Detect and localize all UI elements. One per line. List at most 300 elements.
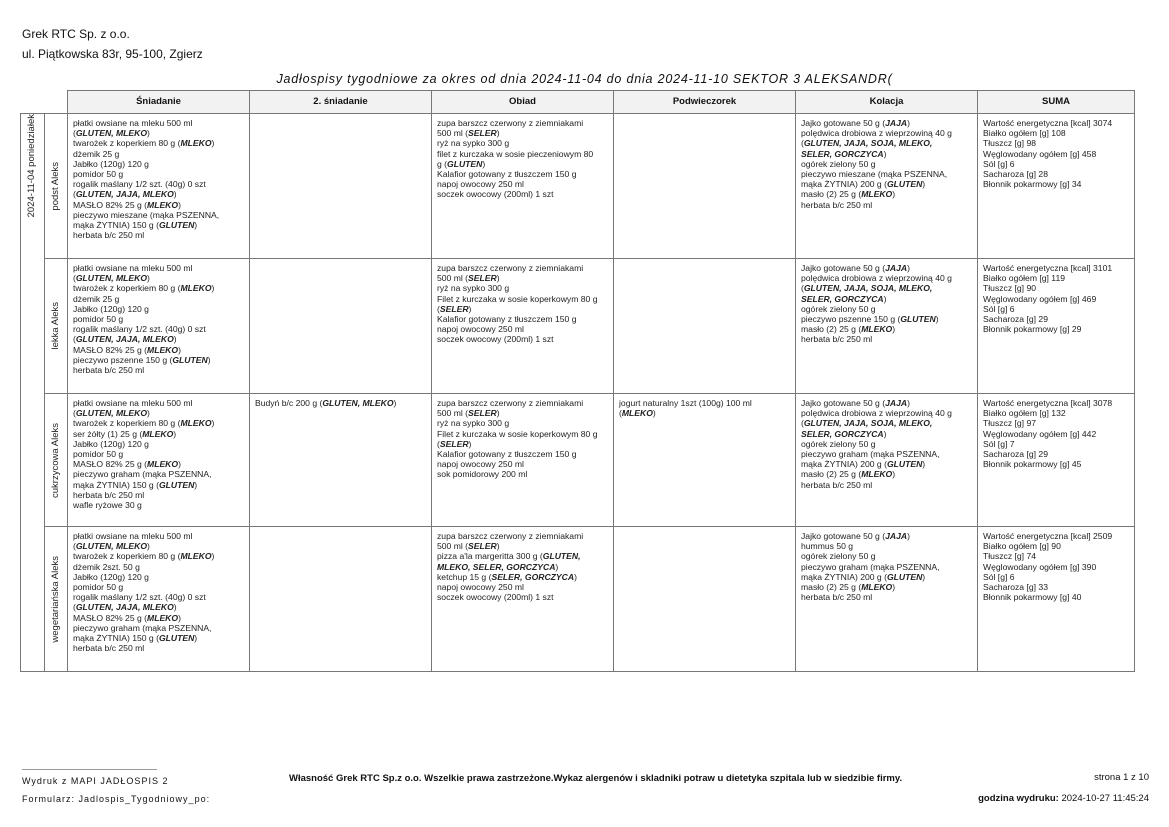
dish-text: Sól [g] 6 (983, 571, 1015, 582)
menu-line (801, 283, 973, 293)
dish-text-end: ) (922, 459, 926, 470)
dish-text-end: ) (194, 479, 198, 490)
menu-line (983, 149, 1130, 159)
menu-line (983, 459, 1130, 469)
dish-text: Filet z kurczaka w sosie koperkowym 80 g (437, 293, 598, 304)
dish-text-end: ) (892, 189, 896, 200)
menu-line (983, 572, 1130, 582)
menu-line (73, 345, 245, 355)
dish-text: ( (437, 303, 440, 314)
col-header-podwieczorek: Podwieczorek (614, 91, 796, 114)
menu-line (983, 439, 1130, 449)
diet-label: cukrzycowa Aleks (49, 422, 61, 498)
dish-text: Wartość energetyczna [kcal] 3101 (983, 263, 1113, 273)
dish-text: herbata b/c 250 ml (73, 230, 145, 241)
dish-text: mąka ŻYTNIA) 200 g ( (801, 179, 887, 190)
menu-line (619, 408, 791, 418)
dish-text-end: ) (211, 283, 215, 294)
dish-text-end: ) (147, 128, 150, 139)
dish-text-end: ) (496, 408, 500, 419)
menu-line (437, 159, 609, 169)
dish-text: napoj owocowy 250 ml (437, 459, 524, 470)
allergens: SELER (468, 541, 497, 552)
menu-line (983, 263, 1130, 273)
diet-cell (45, 259, 68, 394)
dish-text: Błonnik pokarmowy [g] 29 (983, 324, 1082, 335)
menu-line (437, 398, 609, 408)
menu-line (73, 138, 245, 148)
dish-text: herbata b/c 250 ml (73, 489, 145, 500)
allergens: GLUTEN, JAJA, MLEKO (75, 189, 174, 200)
cell-obiad (432, 394, 614, 527)
menu-line (73, 623, 245, 633)
dish-text-end: ) (207, 354, 211, 365)
dish-text: pieczywo mieszane (mąka PSZENNA, (801, 169, 948, 180)
dish-text: ogórek zielony 50 g (801, 551, 876, 562)
allergens: MLEKO (861, 469, 893, 480)
dish-text: Węglowodany ogółem [g] 390 (983, 561, 1097, 572)
allergens: GLUTEN, MLEKO (75, 408, 148, 419)
dish-text-end: ) (883, 428, 887, 439)
menu-line (801, 562, 973, 572)
dish-text: jogurt naturalny 1szt (100g) 100 ml (619, 398, 752, 408)
allergens: MLEKO (180, 551, 212, 562)
allergens: GLUTEN, JAJA, MLEKO (75, 334, 174, 345)
dish-text: sok pomidorowy 200 ml (437, 469, 528, 480)
menu-line (983, 128, 1130, 138)
cell-suma (978, 394, 1135, 527)
footer-rule (22, 769, 157, 770)
menu-line (801, 294, 973, 304)
dish-text: Jabłko (120g) 120 g (73, 303, 149, 314)
dish-text: Filet z kurczaka w sosie koperkowym 80 g (437, 428, 598, 439)
allergens: SELER, GORCZYCA (801, 293, 884, 304)
menu-line (437, 128, 609, 138)
menu-line (73, 562, 245, 572)
dish-text: wafle ryżowe 30 g (73, 500, 142, 511)
menu-line (73, 210, 245, 220)
menu-line (437, 469, 609, 479)
menu-line (73, 355, 245, 365)
menu-line (801, 169, 973, 179)
header-blank (21, 91, 45, 114)
dish-text: ( (801, 138, 804, 149)
dish-text: g ( (437, 158, 448, 169)
dish-text-end: ) (178, 199, 181, 210)
dish-text-end: ) (482, 158, 486, 169)
dish-text-end: ) (883, 148, 887, 159)
menu-line (801, 408, 973, 418)
menu-line (801, 118, 973, 128)
page-number: strona 1 z 10 (1094, 772, 1149, 783)
menu-line (801, 480, 973, 490)
menu-line (73, 613, 245, 623)
dish-text: herbata b/c 250 ml (801, 334, 873, 345)
dish-text: płatki owsiane na mleku 500 ml (73, 118, 193, 128)
dish-text: Błonnik pokarmowy [g] 40 (983, 592, 1082, 603)
cell-suma (978, 259, 1135, 394)
dish-text: dżemik 2szt. 50 g (73, 561, 140, 572)
dish-text: pieczywo pszenne 150 g ( (73, 354, 173, 365)
menu-line (801, 334, 973, 344)
dish-text: soczek owocowy (200ml) 1 szt (437, 189, 554, 200)
dish-text: polędwica drobiowa z wieprzowiną 40 g (801, 273, 952, 284)
dish-text: płatki owsiane na mleku 500 ml (73, 531, 193, 541)
dish-text: Kalafior gotowany z tłuszczem 150 g (437, 314, 577, 325)
dish-text: ogórek zielony 50 g (801, 438, 876, 449)
dish-text: Jajko gotowane 50 g ( (801, 531, 886, 541)
dish-text: pomidor 50 g (73, 449, 124, 460)
dish-text: herbata b/c 250 ml (801, 592, 873, 603)
menu-line (437, 304, 609, 314)
menu-line (801, 592, 973, 602)
menu-line (437, 138, 609, 148)
dish-text: pizza a'la margeritta 300 g ( (437, 551, 543, 562)
menu-line (437, 314, 609, 324)
col-header-sniadanie: Śniadanie (68, 91, 250, 114)
dish-text: twarożek z koperkiem 80 g ( (73, 418, 181, 429)
menu-line (983, 592, 1130, 602)
allergens: JAJA (885, 531, 908, 541)
menu-line (437, 582, 609, 592)
dish-text: Jajko gotowane 50 g ( (801, 263, 886, 273)
menu-line (801, 439, 973, 449)
dish-text-end: ) (892, 582, 896, 593)
dish-text: twarożek z koperkiem 80 g ( (73, 138, 181, 149)
dish-text-end: ) (574, 571, 577, 582)
cell-sniadanie (68, 259, 250, 394)
cell-kolacja (796, 394, 978, 527)
dish-text: 500 ml ( (437, 541, 469, 552)
menu-line (437, 273, 609, 283)
cell-2-sniadanie (250, 114, 432, 259)
menu-line (801, 273, 973, 283)
dish-text-end: ) (907, 263, 910, 273)
cell-suma (978, 114, 1135, 259)
col-header-kolacja: Kolacja (796, 91, 978, 114)
menu-row (21, 259, 1135, 394)
dish-text: mąka ŻYTNIA) 200 g ( (801, 459, 887, 470)
dish-text-end: ) (173, 602, 177, 613)
menu-line (801, 159, 973, 169)
allergens: JAJA (885, 118, 908, 128)
menu-line (73, 179, 245, 189)
dish-text: masło (2) 25 g ( (801, 324, 862, 335)
dish-text-end: ) (922, 179, 926, 190)
dish-text: Jabłko (120g) 120 g (73, 571, 149, 582)
menu-line (73, 200, 245, 210)
company-address: ul. Piątkowska 83r, 95-100, Zgierz (22, 47, 203, 61)
menu-line (437, 541, 609, 551)
dish-text: ( (73, 273, 76, 284)
dish-text-end: ) (935, 314, 939, 325)
menu-line (983, 138, 1130, 148)
dish-text: ( (73, 541, 76, 552)
menu-line (983, 324, 1130, 334)
dish-text: ( (73, 602, 76, 613)
menu-line (73, 633, 245, 643)
menu-line (983, 118, 1130, 128)
dish-text-end: ) (907, 118, 910, 128)
dish-text: Białko ogółem [g] 90 (983, 541, 1061, 552)
dish-text-end: ) (173, 428, 177, 439)
dish-text: MASŁO 82% 25 g ( (73, 459, 148, 470)
dish-text: Kalafior gotowany z tłuszczem 150 g (437, 169, 577, 180)
dish-text: Sacharoza [g] 33 (983, 582, 1048, 593)
dish-text-end: ) (194, 633, 198, 644)
menu-line (73, 418, 245, 428)
dish-text: 500 ml ( (437, 128, 469, 139)
dish-text: Węglowodany ogółem [g] 458 (983, 148, 1097, 159)
diet-label: lekka Aleks (49, 302, 61, 350)
dish-text: twarożek z koperkiem 80 g ( (73, 551, 181, 562)
menu-line (437, 429, 609, 439)
dish-text: Tłuszcz [g] 74 (983, 551, 1037, 562)
dish-text: soczek owocowy (200ml) 1 szt (437, 592, 554, 603)
dish-text: ogórek zielony 50 g (801, 303, 876, 314)
allergens: GLUTEN, JAJA, SOJA, MLEKO, (803, 418, 933, 429)
dish-text: Błonnik pokarmowy [g] 45 (983, 459, 1082, 470)
menu-line (437, 118, 609, 128)
allergens: MLEKO (621, 408, 653, 419)
cell-sniadanie (68, 394, 250, 527)
dish-text-end: ) (178, 344, 181, 355)
menu-line (437, 169, 609, 179)
dish-text: filet z kurczaka w sosie pieczeniowym 80 (437, 148, 594, 159)
dish-text: ( (73, 128, 76, 139)
menu-line (801, 572, 973, 582)
menu-line (73, 469, 245, 479)
dish-text: Sól [g] 6 (983, 303, 1015, 314)
menu-line (437, 294, 609, 304)
dish-text-end: ) (555, 561, 559, 572)
dish-text: dżemik 25 g (73, 148, 120, 159)
menu-line (437, 334, 609, 344)
date-label: 2024-11-04 poniedziałek (26, 114, 38, 218)
dish-text-end: ) (892, 469, 896, 480)
dish-text: Tłuszcz [g] 98 (983, 138, 1037, 149)
menu-line (437, 551, 609, 561)
dish-text: Kalafior gotowany z tłuszczem 150 g (437, 449, 577, 460)
dish-text-end: ) (147, 273, 150, 284)
menu-line (73, 334, 245, 344)
menu-line (983, 582, 1130, 592)
allergens: GLUTEN, MLEKO (75, 541, 148, 552)
menu-line (73, 572, 245, 582)
menu-line (801, 149, 973, 159)
dish-text: pieczywo graham (mąka PSZENNA, (801, 449, 940, 460)
menu-line (801, 304, 973, 314)
col-header-2-sniadanie: 2. śniadanie (250, 91, 432, 114)
cell-sniadanie (68, 114, 250, 259)
dish-text: Wartość energetyczna [kcal] 3078 (983, 398, 1113, 408)
menu-line (73, 592, 245, 602)
menu-line (801, 128, 973, 138)
menu-line (437, 449, 609, 459)
dish-text-end: ) (173, 189, 177, 200)
menu-line (983, 294, 1130, 304)
cell-kolacja (796, 527, 978, 672)
dish-text: Sacharoza [g] 29 (983, 449, 1048, 460)
menu-line (73, 500, 245, 510)
cell-obiad (432, 114, 614, 259)
allergens: GLUTEN, MLEKO (75, 273, 148, 284)
allergens: GLUTEN, MLEKO (75, 128, 148, 139)
header-row (21, 91, 1135, 114)
menu-line (983, 179, 1130, 189)
menu-line (73, 324, 245, 334)
dish-text-end: ) (883, 293, 887, 304)
allergens: MLEKO (147, 344, 179, 355)
menu-line (73, 118, 245, 128)
menu-line (801, 449, 973, 459)
dish-text: napoj owocowy 250 ml (437, 324, 524, 335)
menu-line (801, 551, 973, 561)
dish-text: pieczywo graham (mąka PSZENNA, (73, 622, 212, 633)
menu-line (73, 263, 245, 273)
dish-text: Jajko gotowane 50 g ( (801, 118, 886, 128)
menu-line (73, 169, 245, 179)
allergens: MLEKO (180, 418, 212, 429)
menu-line (801, 314, 973, 324)
dish-text-end: ) (907, 531, 910, 541)
col-header-suma: SUMA (978, 91, 1135, 114)
menu-line (73, 541, 245, 551)
diet-cell (45, 394, 68, 527)
dish-text: herbata b/c 250 ml (801, 199, 873, 210)
dish-text: zupa barszcz czerwony z ziemniakami (437, 263, 584, 273)
dish-text: herbata b/c 250 ml (73, 365, 145, 376)
menu-line (73, 283, 245, 293)
dish-text: herbata b/c 250 ml (801, 479, 873, 490)
dish-text: Białko ogółem [g] 108 (983, 128, 1066, 139)
dish-text: ( (73, 334, 76, 345)
allergens: MLEKO (142, 428, 174, 439)
allergens: GLUTEN (886, 179, 923, 190)
company-header (22, 24, 203, 64)
menu-line (73, 294, 245, 304)
menu-line (73, 582, 245, 592)
dish-text: ( (73, 189, 76, 200)
dish-text: pieczywo graham (mąka PSZENNA, (801, 561, 940, 572)
dish-text-end: ) (496, 273, 500, 284)
menu-line (73, 189, 245, 199)
menu-line (73, 643, 245, 653)
date-cell (21, 114, 45, 672)
dish-text: MASŁO 82% 25 g ( (73, 612, 148, 623)
allergens: MLEKO (147, 612, 179, 623)
dish-text-end: ) (173, 334, 177, 345)
allergens: MLEKO (861, 324, 893, 335)
menu-line (619, 398, 791, 408)
allergens: GLUTEN, MLEKO (322, 398, 394, 408)
menu-row (21, 114, 1135, 259)
weekly-menu-table (20, 90, 1135, 672)
menu-line (73, 365, 245, 375)
dish-text: pomidor 50 g (73, 314, 124, 325)
menu-line (73, 531, 245, 541)
dish-text: twarożek z koperkiem 80 g ( (73, 283, 181, 294)
dish-text: mąka ŻYTNIA) 150 g ( (73, 479, 159, 490)
menu-line (73, 159, 245, 169)
dish-text: pomidor 50 g (73, 582, 124, 593)
dish-text: ketchup 15 g ( (437, 571, 492, 582)
dish-text: ( (801, 418, 804, 429)
dish-text: ogórek zielony 50 g (801, 158, 876, 169)
dish-text-end: ) (652, 408, 656, 419)
menu-line (73, 273, 245, 283)
dish-text-end: ) (922, 571, 926, 582)
allergens: MLEKO, SELER, GORCZYCA (437, 561, 556, 572)
menu-line (73, 408, 245, 418)
dish-text: polędwica drobiowa z wieprzowiną 40 g (801, 408, 952, 419)
dish-text-end: ) (178, 459, 181, 470)
menu-line (801, 138, 973, 148)
print-time-value: 2024-10-27 11:45:24 (1061, 793, 1149, 804)
dish-text: rogalik maślany 1/2 szt. (40g) 0 szt (73, 179, 206, 190)
dish-text: Jabłko (120g) 120 g (73, 438, 149, 449)
dish-text: MASŁO 82% 25 g ( (73, 199, 148, 210)
dish-text: Wartość energetyczna [kcal] 3074 (983, 118, 1113, 128)
menu-line (801, 263, 973, 273)
diet-label: wegetariańska Aleks (49, 555, 61, 643)
menu-line (983, 449, 1130, 459)
dish-text: rogalik maślany 1/2 szt. (40g) 0 szt (73, 324, 206, 335)
allergens: SELER, GORCZYCA (801, 428, 884, 439)
dish-text: hummus 50 g (801, 541, 854, 552)
dish-text: zupa barszcz czerwony z ziemniakami (437, 398, 584, 408)
dish-text: polędwica drobiowa z wieprzowiną 40 g (801, 128, 952, 139)
menu-line (437, 572, 609, 582)
menu-line (437, 531, 609, 541)
menu-line (73, 490, 245, 500)
cell-podwieczorek (614, 259, 796, 394)
menu-line (983, 429, 1130, 439)
menu-line (437, 149, 609, 159)
menu-line (801, 200, 973, 210)
diet-cell (45, 114, 68, 259)
menu-line (983, 273, 1130, 283)
allergens: GLUTEN, JAJA, SOJA, MLEKO, (803, 283, 933, 294)
menu-line (437, 283, 609, 293)
dish-text-end: ) (468, 438, 472, 449)
menu-line (983, 562, 1130, 572)
allergens: SELER (439, 303, 469, 314)
dish-text-end: ) (892, 324, 896, 335)
dish-text: napoj owocowy 250 ml (437, 582, 524, 593)
menu-line (801, 324, 973, 334)
dish-text: 500 ml ( (437, 273, 469, 284)
dish-text: napoj owocowy 250 ml (437, 179, 524, 190)
dish-text: masło (2) 25 g ( (801, 189, 862, 200)
menu-line (73, 480, 245, 490)
menu-line (801, 398, 973, 408)
cell-podwieczorek (614, 527, 796, 672)
dish-text-end: ) (468, 303, 472, 314)
menu-line (801, 429, 973, 439)
dish-text: Błonnik pokarmowy [g] 34 (983, 179, 1082, 190)
allergens: MLEKO (861, 582, 893, 593)
menu-line (437, 592, 609, 602)
menu-line (983, 169, 1130, 179)
menu-line (983, 283, 1130, 293)
menu-line (73, 230, 245, 240)
cell-obiad (432, 259, 614, 394)
footer-source (22, 772, 210, 808)
cell-podwieczorek (614, 394, 796, 527)
allergens: MLEKO (180, 138, 212, 149)
allergens: GLUTEN, JAJA, SOJA, MLEKO, (803, 138, 933, 149)
